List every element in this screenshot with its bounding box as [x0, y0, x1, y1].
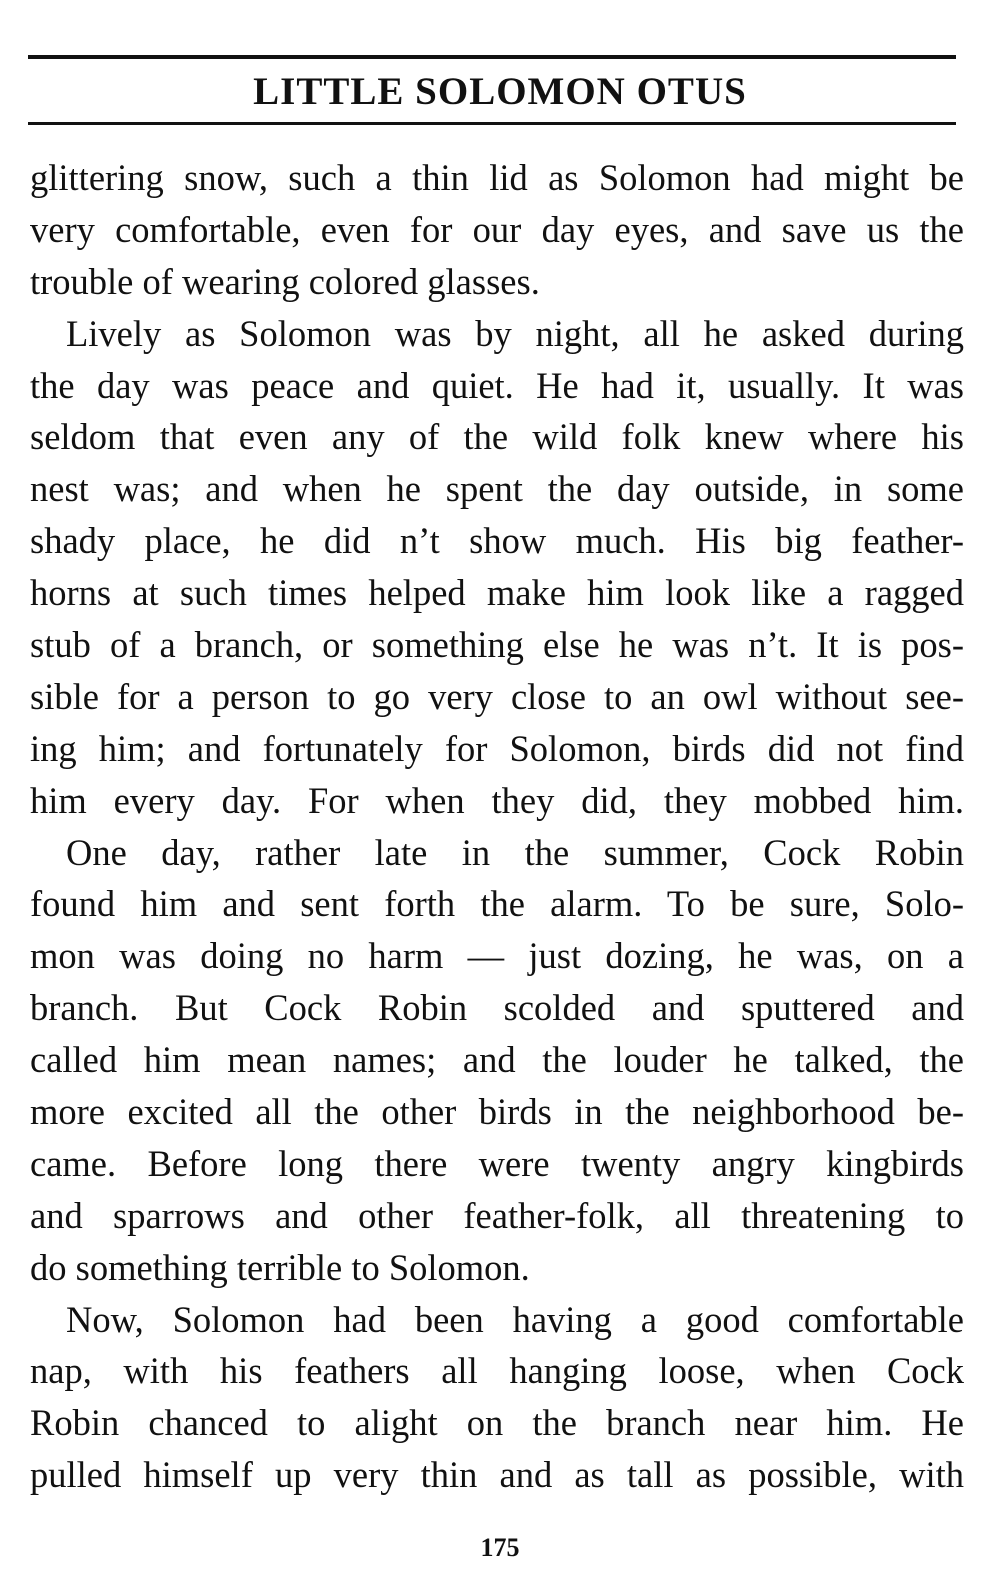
- text-line: him every day. For when they did, they mobbed him.: [30, 779, 964, 821]
- text-line: very comfortable, even for our day eyes, and save us the: [30, 208, 964, 250]
- body-text: [30, 152, 964, 1501]
- text-line: nest was; and when he spent the day outside, in some: [30, 468, 964, 510]
- text-line: trouble of wearing colored glasses.: [30, 260, 540, 302]
- text-line: do something terrible to Solomon.: [30, 1246, 530, 1288]
- text-line: ing him; and fortunately for Solomon, birds did not find: [30, 727, 964, 769]
- text-line: the day was peace and quiet. He had it, usually. It was: [30, 364, 964, 406]
- text-line: stub of a branch, or something else he was n’t. It is pos-: [30, 624, 964, 666]
- text-line: found him and sent forth the alarm. To be sure, Solo-: [30, 883, 964, 925]
- text-line: more excited all the other birds in the neighborhood be-: [30, 1091, 964, 1133]
- text-line: came. Before long there were twenty angry kingbirds: [30, 1142, 964, 1184]
- header-rule-bottom: [28, 122, 956, 125]
- running-head: LITTLE SOLOMON OTUS: [253, 70, 747, 113]
- text-line: pulled himself up very thin and as tall as possible, with: [30, 1454, 964, 1496]
- text-line: nap, with his feathers all hanging loose, when Cock: [30, 1350, 964, 1392]
- text-line: horns at such times helped make him look like a ragged: [30, 572, 964, 614]
- text-line: One day, rather late in the summer, Cock Robin: [66, 831, 964, 873]
- text-line: shady place, he did n’t show much. His big feather-: [30, 520, 964, 562]
- header-rule-top: [28, 55, 956, 59]
- text-line: seldom that even any of the wild folk knew where his: [30, 416, 964, 458]
- text-line: Now, Solomon had been having a good comfortable: [66, 1298, 964, 1340]
- text-line: glittering snow, such a thin lid as Solomon had might be: [30, 157, 964, 198]
- text-line: sible for a person to go very close to an owl without see-: [30, 675, 964, 717]
- text-line: called him mean names; and the louder he talked, the: [30, 1039, 964, 1081]
- text-line: Robin chanced to alight on the branch near him. He: [30, 1402, 964, 1444]
- text-line: branch. But Cock Robin scolded and sputtered and: [30, 987, 964, 1029]
- text-line: mon was doing no harm — just dozing, he was, on a: [30, 935, 964, 977]
- page-number: 175: [480, 1533, 520, 1562]
- text-line: and sparrows and other feather-folk, all threatening to: [30, 1194, 964, 1236]
- text-line: Lively as Solomon was by night, all he asked during: [66, 312, 964, 354]
